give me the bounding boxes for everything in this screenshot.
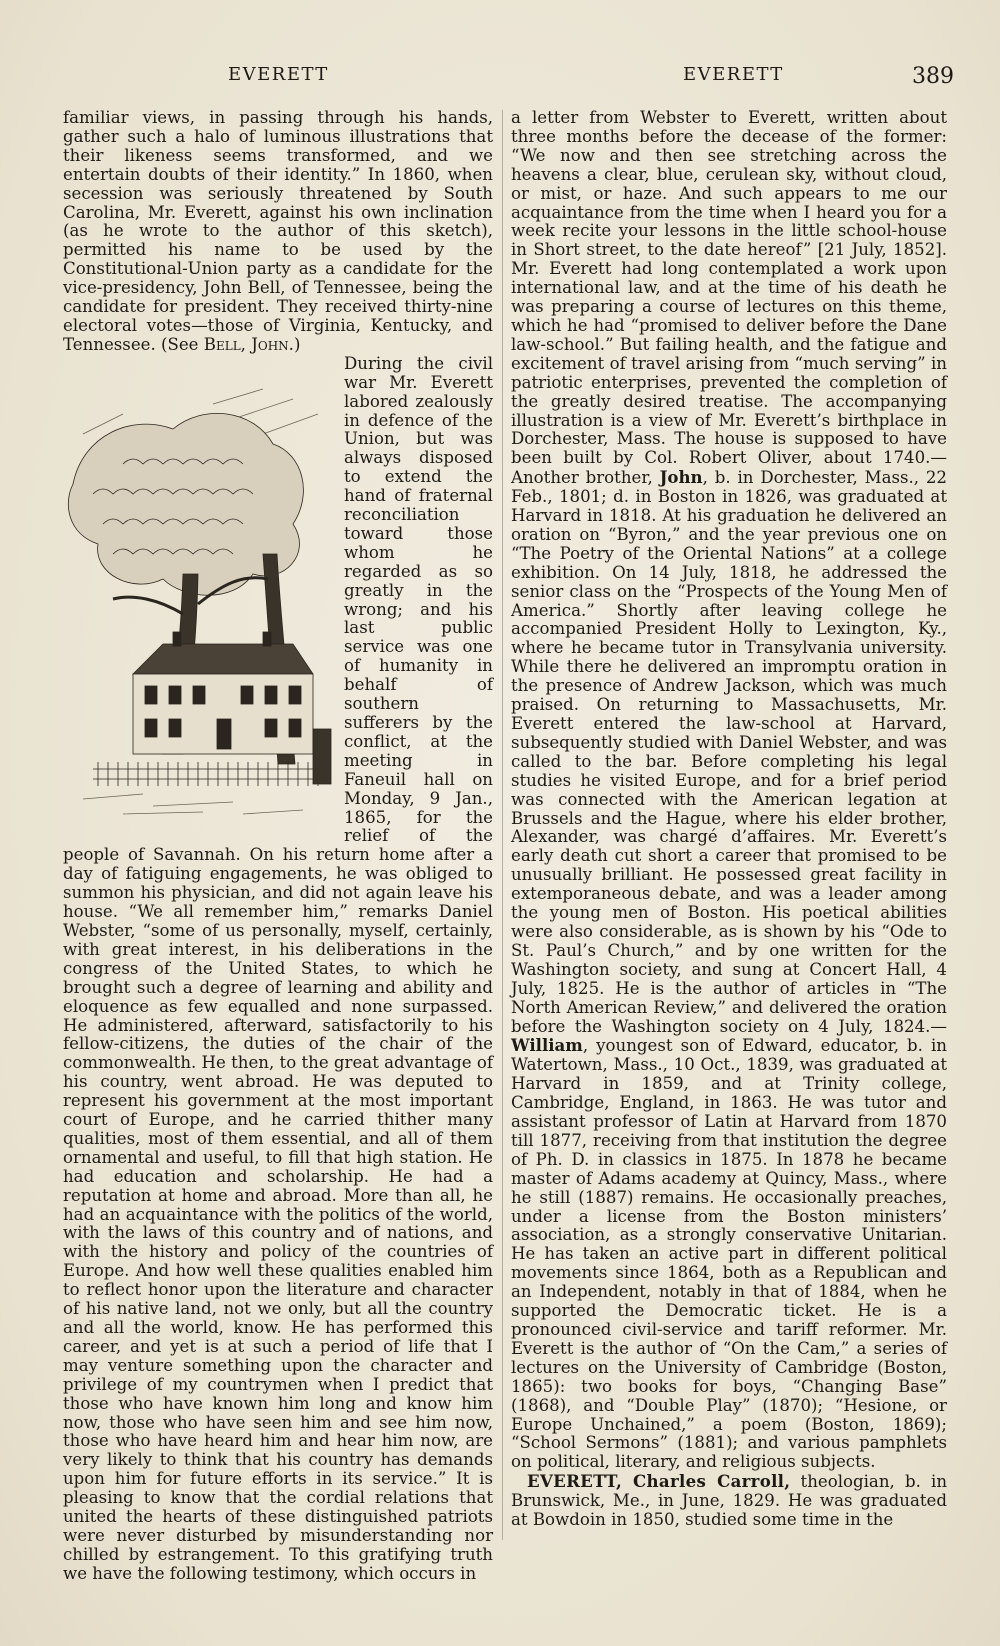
paragraph (63, 109, 493, 355)
house-engraving-icon (63, 374, 338, 826)
text-run: During the civil war Mr. Everett labored zealously in defence of the Union, but was always disposed to extend the hand of fraternal reconciliation toward those whom he regarded as so greatly in the wrong; and his last public service was one of humanity in behalf of southern sufferers by the conflict, at the meeting in Faneuil hall on Monday, 9 Jan., 1865, for the relief of the people of Savannah. On his return home after a day of fatiguing engagements, he was obliged to summon his physician, and did not again leave his house. “We all remember him,” remarks Daniel Webster, “some of us personally, myself, certainly, with great interest, in his deliberations in the congress of the United States, to which he brought such a degree of learning and ability and eloquence as few equalled and none surpassed. He administered, afterward, satisfactorily to his fellow-citizens, the duties of the chair of the commonwealth. He then, to the great advantage of his country, went abroad. He was deputed to represent his government at the most important court of Europe, and he carried thither many qualities, most of them essential, and all of them ornamental and useful, to fill that high station. He had education and scholarship. He had a reputation at home and abroad. More than all, he had an acquaintance with the politics of the world, with the laws of this country and of nations, and with the history and policy of the countries of Europe. And how well these qualities enabled him to reflect honor upon the literature and character of his native land, not we only, but all the country and all the world, know. He has performed this career, and yet is at such a period of life that I may venture something upon the character and privilege of my countrymen when I predict that those who have known him long and know him now, those who have seen him and see him now, those who have heard him and hear him now, are very likely to think that his country has demands upon him for future efforts in its service.” It is pleasing to know that the cordial relations that united the hearts of these distinguished patriots were never disturbed by misunderstanding nor chilled by estrangement. To this gratifying truth we have the following testimony, which occurs in (63, 353, 494, 1583)
text-run: , youngest son of Edward, educator, b. in Watertown, Mass., 10 Oct., 1839, was graduated at Harvard in 1859, and at Trinity college, Cambridge, England, in 1863. He was tutor and assistant professor of Latin at Harvard from 1870 till 1877, receiving from that institution the degree of Ph. D. in classics in 1875. In 1878 he became master of Adams academy at Quincy, Mass., where he still (1887) remains. He occasionally preaches, under a license from the Boston ministers’ association, as a strongly conservative Unitarian. He has taken an active part in different political movements since 1864, both as a Republican and an Independent, notably in that of 1884, when he supported the Democratic ticket. He is a pronounced civil-service and tariff reformer. Mr. Everett is the author of “On the Cam,” a series of lectures on the University of Cambridge (Boston, 1865): two books for boys, “Changing Base” (1868), and “Double Play” (1870); “Hesione, or Europe Unchained,” a poem (Boston, 1869); “School Sermons” (1881); and various pamphlets on political, literary, and religious subjects. (511, 1036, 947, 1472)
running-head (0, 60, 1000, 90)
cross-reference: Bell, John. (203, 334, 294, 354)
text-run: theologian, b. in Brunswick, Me., in June, 1829. He was graduated at Bowdoin in 1850, studied some time in the (511, 1472, 947, 1530)
right-column (511, 109, 947, 1549)
text-run: familiar views, in passing through his hands, gather such a halo of luminous illustrations that their likeness seems transformed, and we entertain doubts of their identity.” In 1860, when secession was seriously threatened by South Carolina, Mr. Everett, against his own inclination (as he wrote to the author of this sketch), permitted his name to be used by the Constitutional-Union party as a candidate for the vice-presidency, John Bell, of Tennessee, being the candidate for president. They received thirty-nine electoral votes—those of Virginia, Kentucky, and Tennessee. (See (63, 108, 493, 354)
column-divider (502, 110, 503, 1540)
text-run: ) (293, 334, 301, 354)
text-run: , b. in Dorchester, Mass., 22 Feb., 1801; d. in Boston in 1826, was graduated at Harvard in 1818. At his graduation he delivered an oration on “Byron,” and the year previous one on “The Poetry of the Oriental Nations” at a college exhibition. On 14 July, 1818, he addressed the senior class on the “Prospects of the Young Men of America.” Shortly after leaving college he accompanied President Holly to Lexington, Ky., where he became tutor in Transylvania university. While there he delivered an impromptu oration in the presence of Andrew Jackson, which was much praised. On returning to Massachusetts, Mr. Everett entered the law-school at Harvard, subsequently studied with Daniel Webster, and was called to the bar. Before completing his legal studies he visited Europe, and for a brief period was connected with the American legation at Brussels and the Hague, where his elder brother, Alexander, was chargé d’affaires. Mr. Everett’s early death cut short a career that promised to be unusually brilliant. He possessed great facility in extemporaneous debate, and was a leader among the young men of Boston. His poetical abilities were also considerable, as is shown by his “Ode to St. Paul’s Church,” and by one written for the Washington society, and sung at Concert Hall, 4 July, 1825. He is the author of articles in “The North American Review,” and delivered the oration before the Washington society on 4 July, 1824.— (511, 468, 947, 1036)
birthplace-illustration (63, 374, 338, 826)
left-column (63, 108, 494, 1583)
paragraph (63, 355, 493, 1584)
person-name-john: John (659, 467, 703, 488)
page-number: 389 (912, 64, 954, 89)
entry-paragraph (511, 1472, 947, 1530)
paragraph (511, 109, 947, 1472)
person-name-william: William (511, 1035, 583, 1056)
entry-heading: EVERETT, Charles Carroll, (527, 1471, 791, 1492)
running-head-right: EVERETT (683, 64, 784, 85)
text-run: a letter from Webster to Everett, written about three months before the decease of the former: “We now and then see stretching across the heavens a clear, blue, cerulean sky, without cloud, or mist, or haze. And such appears to me our acquaintance from the time when I heard you for a week recite your lessons in the little school-house in Short street, to the date hereof” [21 July, 1852]. Mr. Everett had long contemplated a work upon international law, and at the time of his death he was preparing a course of lectures on this theme, which he had “promised to deliver before the Dane law-school.” But failing health, and the fatigue and excitement of travel arising from “much serving” in patriotic enterprises, prevented the completion of the greatly desired treatise. The accompanying illustration is a view of Mr. Everett’s birthplace in Dorchester, Mass. The house is supposed to have been built by Col. Robert Oliver, about 1740.—Another brother, (511, 108, 947, 488)
running-head-left: EVERETT (228, 64, 329, 85)
